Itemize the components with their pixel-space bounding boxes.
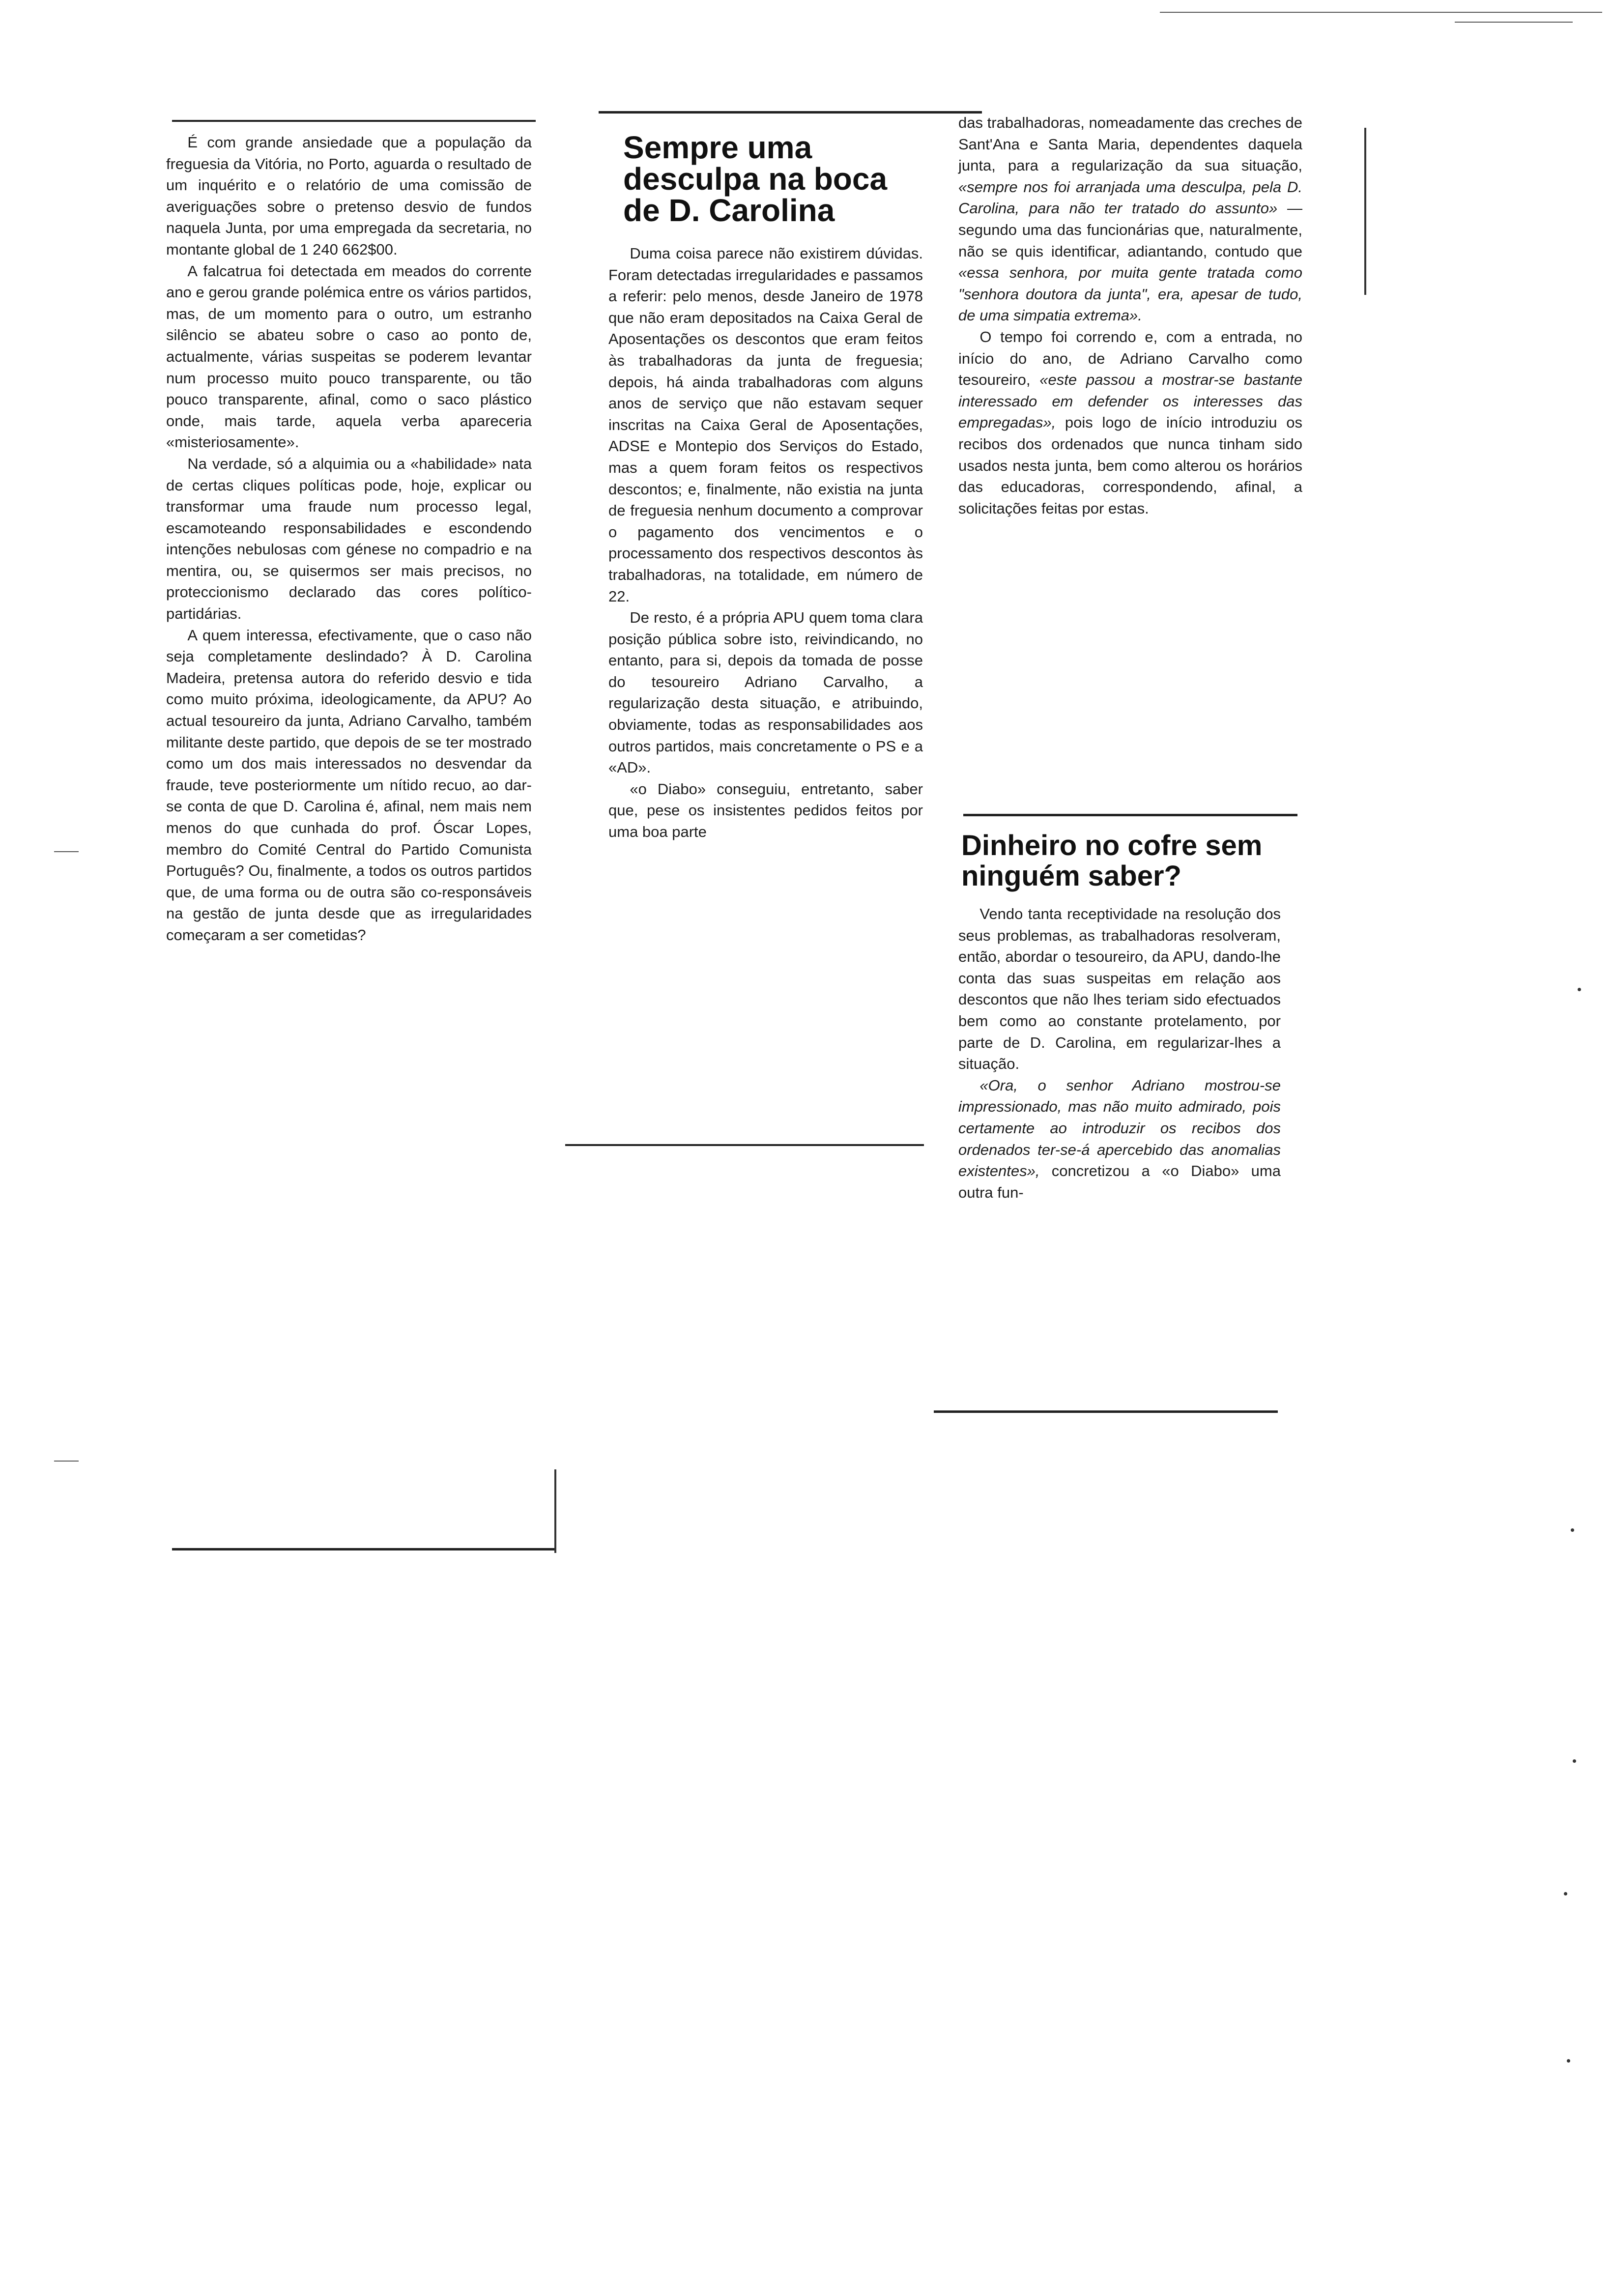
paragraph [958, 1075, 1281, 1204]
paragraph: Na verdade, só a alquimia ou a «habilidade» nata de certas cliques políticas pode, hoje, explicar ou transformar uma fraude num processo legal, escamoteando responsabilidades e escondendo intenções nebulosas com génese no compadrio e na mentira, ou, se quisermos ser mais precisos, no proteccionismo declarado das cores político-partidárias. [166, 455, 532, 623]
section-heading: Sempre uma desculpa na boca de D. Carolina [623, 130, 888, 228]
article-column-1 [166, 132, 532, 946]
column-1-side-rule [554, 1469, 556, 1553]
article-column-3 [958, 112, 1302, 519]
quote: «este passou a mostrar-se bastante interessado em defender os interesses das empregadas», [958, 371, 1302, 431]
paragraph: Vendo tanta receptividade na resolução dos seus problemas, as trabalhadoras resolveram, então, abordar o tesoureiro, da APU, dando-lhe conta das suas suspeitas em relação aos descontos que não lhes teriam sido efectuados bem como ao constante protelamento, por parte de D. Carolina, em regularizar-lhes a situação. [958, 905, 1281, 1073]
paragraph: É com grande ansiedade que a população da freguesia da Vitória, no Porto, aguarda o resultado de um inquérito e o relatório de uma comissão de averiguações sobre o pretenso desvio de fundos naquela Junta, por uma empregada da secretaria, no montante global de 1 240 662$00. [166, 134, 532, 258]
paragraph: De resto, é a própria APU quem toma clara posição pública sobre isto, reivindicando, no entanto, para si, depois da tomada de posse do tesoureiro Adriano Carvalho, a regularização desta situação, e atribuindo, obviamente, todas as responsabilidades aos outros partidos, mais concretamente o PS e a «AD». [608, 609, 923, 776]
scan-speck [1567, 2059, 1570, 2063]
quote: «essa senhora, por muita gente tratada como "senhora doutora da junta", era, apesar de tudo, de uma simpatia extrema». [958, 264, 1302, 324]
scan-speck [1573, 1759, 1576, 1763]
scan-mark [54, 1461, 79, 1462]
scan-line-top-2 [1455, 22, 1573, 23]
column-2-bottom-rule [565, 1144, 924, 1146]
paragraph: A quem interessa, efectivamente, que o caso não seja completamente deslindado? À D. Carolina Madeira, pretensa autora do referido desvio e tida como muito próxima, ideologicamente, da APU? Ao actual tesoureiro da junta, Adriano Carvalho, também militante deste partido, que depois de se ter mostrado como um dos mais interessados no desvendar da fraude, teve posteriormente um nítido recuo, ao dar-se conta de que D. Carolina é, afinal, nem mais nem menos do que cunhada do prof. Óscar Lopes, membro do Comité Central do Partido Comunista Português? Ou, finalmente, a todos os outros partidos que, de uma forma ou de outra são co-responsáveis na gestão de junta desde que as irregularidades começaram a ser cometidas? [166, 626, 532, 944]
paragraph [958, 326, 1302, 519]
paragraph: Duma coisa parece não existirem dúvidas. Foram detectadas irregularidades e passamos a referir: pelo menos, desde Janeiro de 1978 que não eram depositados na Caixa Geral de Aposentações os descontos que eram feitos às trabalhadoras da junta de freguesia; depois, há ainda trabalhadoras com alguns anos de serviço que não estavam sequer inscritas na Caixa Geral de Aposentações, ADSE e Montepio dos Serviços do Estado, mas a quem foram feitos os respectivos descontos; e, finalmente, não existia na junta de freguesia nenhum documento a comprovar o pagamento dos vencimentos e o processamento dos respectivos descontos às trabalhadoras, na totalidade, em número de 22. [608, 245, 923, 605]
scan-line-top [1160, 12, 1602, 13]
paragraph: «o Diabo» conseguiu, entretanto, saber que, pese os insistentes pedidos feitos por uma boa parte [608, 780, 923, 841]
section-heading: Dinheiro no cofre sem ninguém saber? [961, 830, 1263, 892]
text-span: O tempo foi correndo e, com a entrada, no início do ano, de Adriano Carvalho como tesoureiro, [958, 328, 1302, 389]
scan-speck [1578, 988, 1581, 991]
scan-mark [54, 851, 79, 852]
column-1-bottom-rule [172, 1548, 555, 1550]
paragraph [958, 112, 1302, 326]
article-column-4 [958, 831, 1281, 1203]
column-2-top-rule [599, 111, 982, 114]
text-span: — segundo uma das funcionárias que, naturalmente, não se quis identificar, adiantando, contudo que [958, 200, 1302, 260]
article-column-2 [608, 132, 923, 843]
text-span: pois logo de início introduziu os recibos dos ordenados que nunca tinham sido usados nesta junta, bem como alterou os horários das educadoras, correspondendo, afinal, a solicitações feitas por estas. [958, 414, 1303, 517]
paragraph: A falcatrua foi detectada em meados do corrente ano e gerou grande polémica entre os vários partidos, mas, de um momento para o outro, um estranho silêncio se abateu sobre o caso ao ponto de, actualmente, várias suspeitas se poderem levantar num processo muito pouco transparente, ou tão pouco transparente, afinal, como o saco plástico onde, mais tarde, aquela verba apareceria «misteriosamente». [166, 262, 532, 451]
column-3-bottom-rule [963, 814, 1297, 816]
scan-speck [1571, 1528, 1574, 1532]
column-1-top-rule [172, 120, 536, 122]
column-4-bottom-rule [934, 1410, 1278, 1413]
text-span: concretizou a «o Diabo» uma outra fun- [958, 1162, 1281, 1201]
quote: «Ora, o senhor Adriano mostrou-se impressionado, mas não muito admirado, pois certamente ao introduzir os recibos dos ordenados ter-se-á apercebido das anomalias existentes», [958, 1076, 1281, 1180]
column-3-side-rule [1364, 128, 1366, 295]
quote: «sempre nos foi arranjada uma desculpa, pela D. Carolina, para não ter tratado do assunto» [958, 178, 1302, 217]
text-span: das trabalhadoras, nomeadamente das creches de Sant'Ana e Santa Maria, dependentes daquela junta, para a regularização da sua situação, [958, 114, 1302, 174]
scan-speck [1564, 1892, 1567, 1895]
